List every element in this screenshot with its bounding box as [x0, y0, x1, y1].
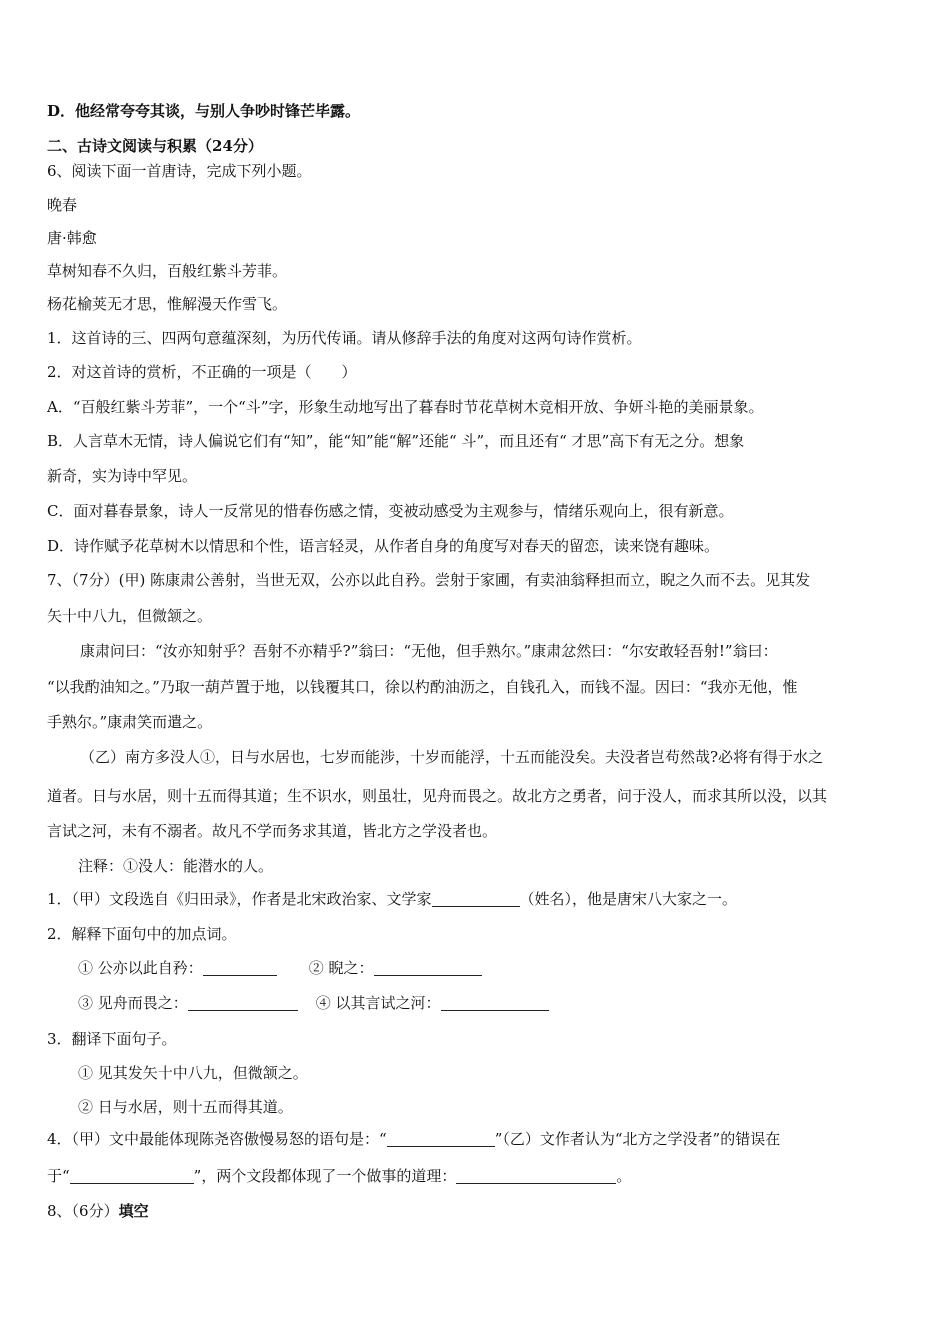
answer-blank[interactable] — [70, 1169, 194, 1184]
question-8-title: 填空 — [118, 1202, 149, 1220]
poem-title: 晚春 — [47, 196, 78, 214]
passage-a-line-5: 手熟尔。”康肃笑而遣之。 — [47, 713, 213, 731]
answer-blank[interactable] — [387, 1132, 495, 1147]
question-7-1-tail: （姓名），他是唐宋八大家之一。 — [519, 890, 738, 908]
section-heading: 二、古诗文阅读与积累（24分） — [47, 137, 263, 155]
question-7-4-tail: ”，两个文段都体现了一个做事的道理： — [193, 1167, 457, 1185]
translate-1: ① 见其发矢十中八九，但微颔之。 — [78, 1064, 308, 1082]
word-4: ④ 以其言试之河： — [315, 994, 441, 1012]
answer-blank[interactable] — [374, 961, 482, 976]
question-8-label: 8、（6分） — [47, 1202, 119, 1220]
poem-line-1: 草树知春不久归，百般红紫斗芳菲。 — [47, 262, 288, 280]
question-7-4-line-2 — [47, 1165, 910, 1187]
answer-blank[interactable] — [456, 1169, 616, 1184]
question-7-3: 3．翻译下面句子。 — [47, 1030, 177, 1048]
passage-a-line-1: 7、（7分）(甲) 陈康肃公善射，当世无双，公亦以此自矜。尝射于家圃，有卖油翁释担而立，睨之久而不去。见其发 — [47, 571, 811, 589]
word-3: ③ 见舟而畏之： — [78, 994, 188, 1012]
answer-blank[interactable] — [203, 961, 277, 976]
question-8 — [47, 1200, 910, 1222]
option-a: A．“百般红紫斗芳菲”，一个“斗”字，形象生动地写出了暮春时节花草树木竞相开放、争妍斗艳的美丽景象。 — [47, 398, 764, 416]
word-2: ② 睨之： — [308, 959, 374, 977]
option-d: D．诗作赋予花草树木以情思和个性，语言轻灵，从作者自身的角度写对春天的留恋，读来饶有趣味。 — [47, 537, 720, 555]
word-1: ① 公亦以此自矜： — [78, 959, 203, 977]
option-b-line-1: B．人言草木无情，诗人偏说它们有“知”，能“知”能“解”还能“ 斗”，而且还有“ 才思”高下有无之分。想象 — [47, 432, 745, 450]
answer-blank[interactable] — [432, 892, 520, 907]
passage-b-line-2: 道者。日与水居，则十五而得其道；生不识水，则虽壮，见舟而畏之。故北方之勇者，问于没人，而求其所以没，以其 — [47, 787, 828, 805]
question-7-4-prefix: 于“ — [47, 1167, 70, 1185]
question-7-4-mid: ”（乙）文作者认为“北方之学没者”的错误在 — [494, 1130, 781, 1148]
question-7-1 — [47, 888, 910, 910]
question-6-prompt: 6、阅读下面一首唐诗，完成下列小题。 — [47, 162, 312, 180]
question-7-2: 2．解释下面句中的加点词。 — [47, 925, 237, 943]
answer-blank[interactable] — [441, 996, 549, 1011]
question-7-4-end: 。 — [616, 1167, 632, 1185]
question-7-4-line-1 — [47, 1128, 910, 1150]
question-7-4-text: 4．（甲）文中最能体现陈尧咨傲慢易怒的语句是：“ — [47, 1130, 387, 1148]
option-b-line-2: 新奇，实为诗中罕见。 — [47, 467, 198, 485]
question-6-2: 2．对这首诗的赏析，不正确的一项是（ ） — [47, 363, 357, 381]
passage-a-line-2: 矢十中八九，但微颔之。 — [47, 607, 213, 625]
passage-b-line-1: （乙）南方多没人①，日与水居也，七岁而能涉，十岁而能浮，十五而能没矣。夫没者岂苟然哉?必将有得于水之 — [80, 748, 824, 766]
passage-b-line-3: 言试之河，未有不溺者。故凡不学而务求其道，皆北方之学没者也。 — [47, 822, 498, 840]
poem-author: 唐·韩愈 — [47, 229, 97, 247]
word-3-row — [78, 992, 910, 1014]
passage-a-line-4: “以我酌油知之。”乃取一葫芦置于地，以钱覆其口，徐以杓酌油沥之，自钱孔入，而钱不湿。因曰：“我亦无他，惟 — [47, 678, 798, 696]
translate-2: ② 日与水居，则十五而得其道。 — [78, 1098, 293, 1116]
question-6-1: 1．这首诗的三、四两句意蕴深刻，为历代传诵。请从修辞手法的角度对这两句诗作赏析。 — [47, 329, 642, 347]
passage-a-line-3: 康肃问曰：“汝亦知射乎？吾射不亦精乎?”翁曰：“无他，但手熟尔。”康肃忿然曰：“尔安敢轻吾射!”翁曰： — [80, 642, 778, 660]
word-1-row — [78, 957, 910, 979]
option-c: C．面对暮春景象，诗人一反常见的惜春伤感之情，变被动感受为主观参与，情绪乐观向上，很有新意。 — [47, 502, 734, 520]
poem-line-2: 杨花榆荚无才思，惟解漫天作雪飞。 — [47, 295, 288, 313]
option-d-line: D．他经常夸夸其谈，与别人争吵时锋芒毕露。 — [47, 102, 361, 120]
annotation: 注释：①没人：能潜水的人。 — [78, 857, 274, 875]
question-7-1-text: 1．（甲）文段选自《归田录》，作者是北宋政治家、文学家 — [47, 890, 432, 908]
answer-blank[interactable] — [188, 996, 298, 1011]
